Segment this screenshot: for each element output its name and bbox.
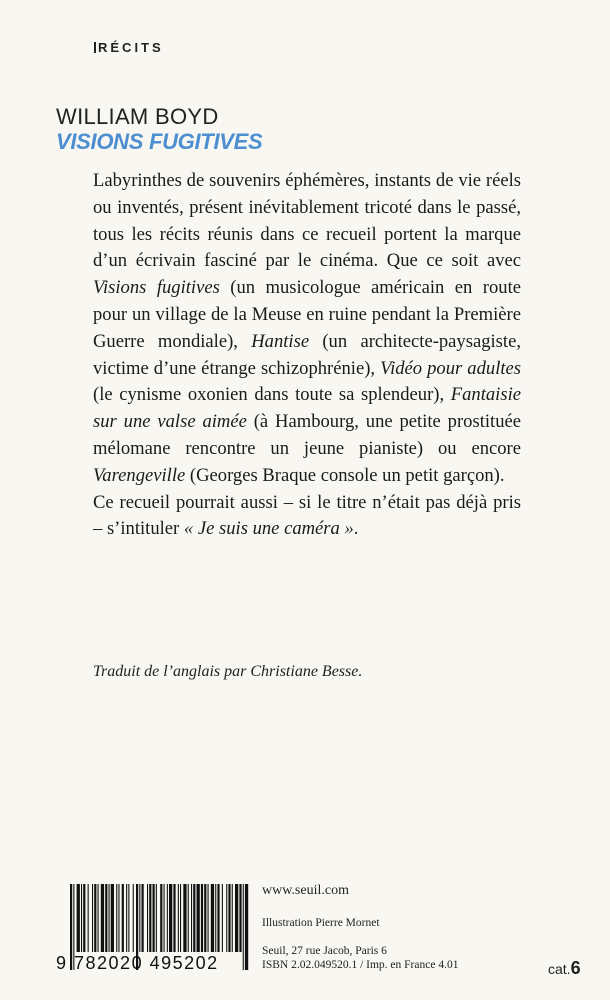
series-tick <box>94 42 96 53</box>
publisher-info <box>262 884 458 972</box>
series-label <box>94 40 164 55</box>
story-title: Fantaisie sur une valse aimée <box>93 384 521 433</box>
barcode-digits: 9 782020 495202 <box>56 953 219 973</box>
barcode-bar <box>167 884 168 952</box>
barcode-bar <box>188 884 189 952</box>
barcode-bar <box>88 884 89 952</box>
barcode-bar <box>178 884 179 952</box>
barcode-bar <box>83 884 85 952</box>
barcode-bar <box>139 884 140 952</box>
barcode-bar <box>105 884 107 952</box>
barcode-bar <box>215 884 216 952</box>
translator-credit: Traduit de l’anglais par Christiane Besse. <box>93 663 363 680</box>
barcode-bar <box>128 884 129 952</box>
barcode-bar <box>122 884 124 952</box>
barcode-bar <box>201 884 203 952</box>
barcode-bar <box>164 884 165 952</box>
barcode-bar <box>239 884 241 952</box>
barcode-bar <box>156 884 157 952</box>
story-title: Varengeville <box>93 464 186 486</box>
isbn-line: ISBN 2.02.049520.1 / Imp. en France 4.01 <box>262 959 459 971</box>
barcode-bar <box>245 884 248 970</box>
barcode-bar <box>228 884 230 952</box>
barcode-bar <box>147 884 148 952</box>
publisher-website: www.seuil.com <box>262 883 349 898</box>
barcode-bar <box>173 884 175 952</box>
illustration-credit: Illustration Pierre Mornet <box>262 917 380 929</box>
barcode-bar <box>226 884 227 952</box>
barcode-bar <box>111 884 114 952</box>
barcode-bar <box>243 884 244 970</box>
story-title: Hantise <box>251 330 310 352</box>
barcode-bar <box>142 884 144 952</box>
barcode-bar <box>235 884 238 952</box>
barcode-bar <box>81 884 82 952</box>
barcode-bar <box>193 884 195 952</box>
category-number: 6 <box>570 958 581 978</box>
blurb-paragraph-1: Labyrinthes de souvenirs éphémères, instants de vie réels ou inventés, présent inévitablement tricoté dans le passé, tous les récits réunis dans ce recueil portent la marque d’un écrivain fasciné par le cinéma. Que ce soit avec Visions fugitives (un musicologue américain en route pour un village de la Meuse en ruine pendant la Première Guerre mondiale), Hantise (un architecte-paysagiste, victime d’une étrange schizophrénie), Vidéo pour adultes (le cynisme oxonien dans toute sa splendeur), Fantaisie sur une valse aimée (à Hambourg, une petite prostituée mélomane rencontre un jeune pianiste) ou encore Varengeville (Georges Braque console un petit garçon). <box>93 170 522 486</box>
blurb-paragraph-2: Ce recueil pourrait aussi – si le titre n’était pas déjà pris – s’intituler « Je suis une caméra ». <box>93 491 521 540</box>
barcode-bar <box>109 884 110 952</box>
barcode-bar <box>101 884 104 952</box>
barcode-bar <box>126 884 127 952</box>
barcode-bar <box>92 884 93 952</box>
barcode-bar <box>149 884 151 952</box>
barcode-bar <box>197 884 200 952</box>
barcode-bar <box>204 884 206 952</box>
author-name: WILLIAM BOYD <box>56 104 219 129</box>
barcode-bar <box>77 884 80 952</box>
book-title: VISIONS FUGITIVES <box>56 129 263 154</box>
barcode-bar <box>98 884 99 952</box>
barcode-bar <box>208 884 209 952</box>
barcode-bar <box>153 884 155 952</box>
barcode-bar <box>160 884 162 952</box>
category-label: cat.6 <box>548 958 581 978</box>
barcode-bar <box>118 884 119 952</box>
barcode-bar <box>133 884 134 952</box>
barcode-bar <box>183 884 186 952</box>
barcode-bar <box>116 884 117 952</box>
series-text: RÉCITS <box>98 40 164 55</box>
story-title: Vidéo pour adultes <box>380 357 522 379</box>
publisher-address: Seuil, 27 rue Jacob, Paris 6 <box>262 945 387 957</box>
barcode-bar <box>94 884 96 952</box>
barcode-bar <box>169 884 172 952</box>
barcode-bar <box>211 884 214 952</box>
barcode-bar <box>191 884 192 952</box>
barcode-bar <box>180 884 181 952</box>
barcode-bar <box>222 884 223 952</box>
barcode-bar <box>217 884 219 952</box>
quoted-title: « Je suis une caméra » <box>183 518 354 540</box>
barcode-bar <box>232 884 233 952</box>
story-title: Visions fugitives <box>93 277 220 299</box>
blurb-text <box>93 168 521 543</box>
